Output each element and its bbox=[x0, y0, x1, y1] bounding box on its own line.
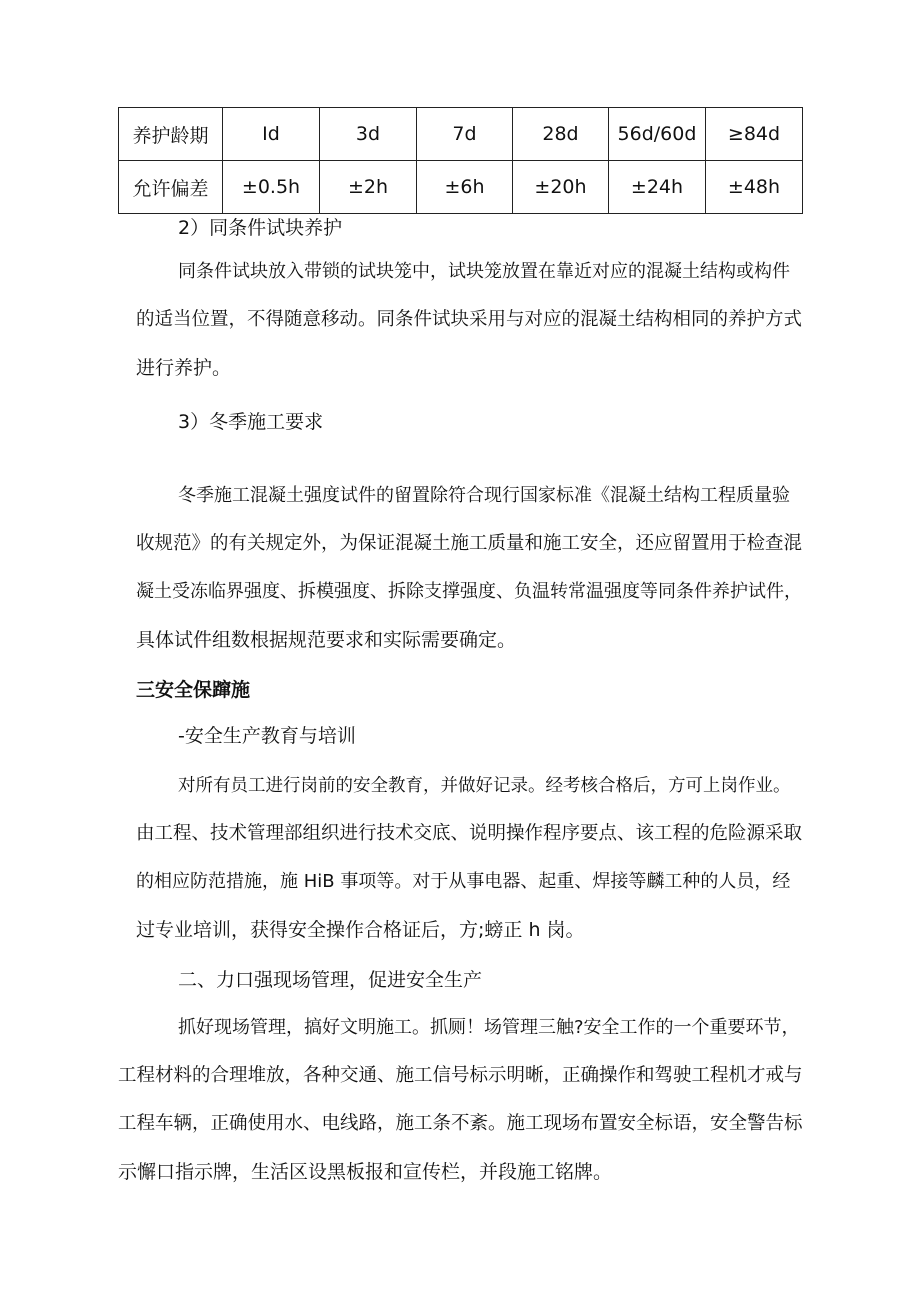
table-row bbox=[119, 108, 803, 161]
paragraph-line: 过专业培训，获得安全操作合格证后，方;螃正 h 岗。 bbox=[136, 919, 585, 941]
table-cell: 28d bbox=[513, 108, 609, 161]
table-cell: ≥84d bbox=[706, 108, 803, 161]
paragraph-line: 示懈口指示牌，生活区设黑板报和宣传栏，并段施工铭牌。 bbox=[118, 1161, 613, 1183]
paragraph-line: 由工程、技术管理部组织进行技术交底、说明操作程序要点、该工程的危险源采取 bbox=[136, 823, 803, 844]
paragraph-line: 收规范》的有关规定外，为保证混凝土施工质量和施工安全，还应留置用于检查混 bbox=[136, 533, 803, 554]
paragraph-line: 同条件试块放入带锁的试块笼中，试块笼放置在靠近对应的混凝土结构或构件 bbox=[178, 261, 790, 282]
paragraph-line: 的适当位置，不得随意移动。同条件试块采用与对应的混凝土结构相同的养护方式 bbox=[136, 309, 803, 330]
paragraph-line: 的相应防范措施，施 HiB 事项等。对于从事电器、起重、焊接等麟工种的人员，经 bbox=[136, 871, 791, 892]
section-heading: 2）同条件试块养护 bbox=[178, 217, 343, 239]
paragraph-line: 工程材料的合理堆放，各种交通、施工信号标示明晰，正确操作和驾驶工程机才戒与 bbox=[118, 1065, 803, 1086]
table-cell: ±0.5h bbox=[223, 161, 320, 214]
section-heading: -安全生产教育与培训 bbox=[178, 725, 356, 747]
paragraph-line: 对所有员工进行岗前的安全教育，并做好记录。经考核合格后，方可上岗作业。 bbox=[178, 776, 791, 796]
section-heading: 3）冬季施工要求 bbox=[178, 411, 324, 433]
table-cell: 允许偏差 bbox=[119, 161, 223, 214]
table-cell: 56d/60d bbox=[609, 108, 706, 161]
curing-tolerance-table bbox=[118, 107, 803, 214]
table-cell: ±20h bbox=[513, 161, 609, 214]
table-cell: ±6h bbox=[417, 161, 513, 214]
paragraph-line: 工程车辆，正确使用水、电线路，施工条不紊。施工现场布置安全标语，安全警告标 bbox=[118, 1113, 803, 1134]
table-cell: 养护龄期 bbox=[119, 108, 223, 161]
table-cell: ±24h bbox=[609, 161, 706, 214]
table-row bbox=[119, 161, 803, 214]
paragraph-line: 冬季施工混凝土强度试件的留置除符合现行国家标准《混凝土结构工程质量验 bbox=[178, 485, 790, 506]
table-cell: 3d bbox=[320, 108, 417, 161]
table-cell: ±2h bbox=[320, 161, 417, 214]
table-cell: ±48h bbox=[706, 161, 803, 214]
section-heading: 二、力口强现场管理，促进安全生产 bbox=[178, 969, 483, 991]
table-cell: Id bbox=[223, 108, 320, 161]
chapter-heading: 三安全保蹿施 bbox=[136, 679, 251, 701]
paragraph-line: 具体试件组数根据规范要求和实际需要确定。 bbox=[136, 629, 517, 651]
paragraph-line: 凝土受冻临界强度、拆模强度、拆除支撑强度、负温转常温强度等同条件养护试件， bbox=[136, 581, 802, 602]
paragraph-line: 抓好现场管理，搞好文明施工。抓厕！场管理三触?安全工作的一个重要环节， bbox=[178, 1017, 800, 1038]
paragraph-line: 进行养护。 bbox=[136, 357, 232, 379]
table-cell: 7d bbox=[417, 108, 513, 161]
